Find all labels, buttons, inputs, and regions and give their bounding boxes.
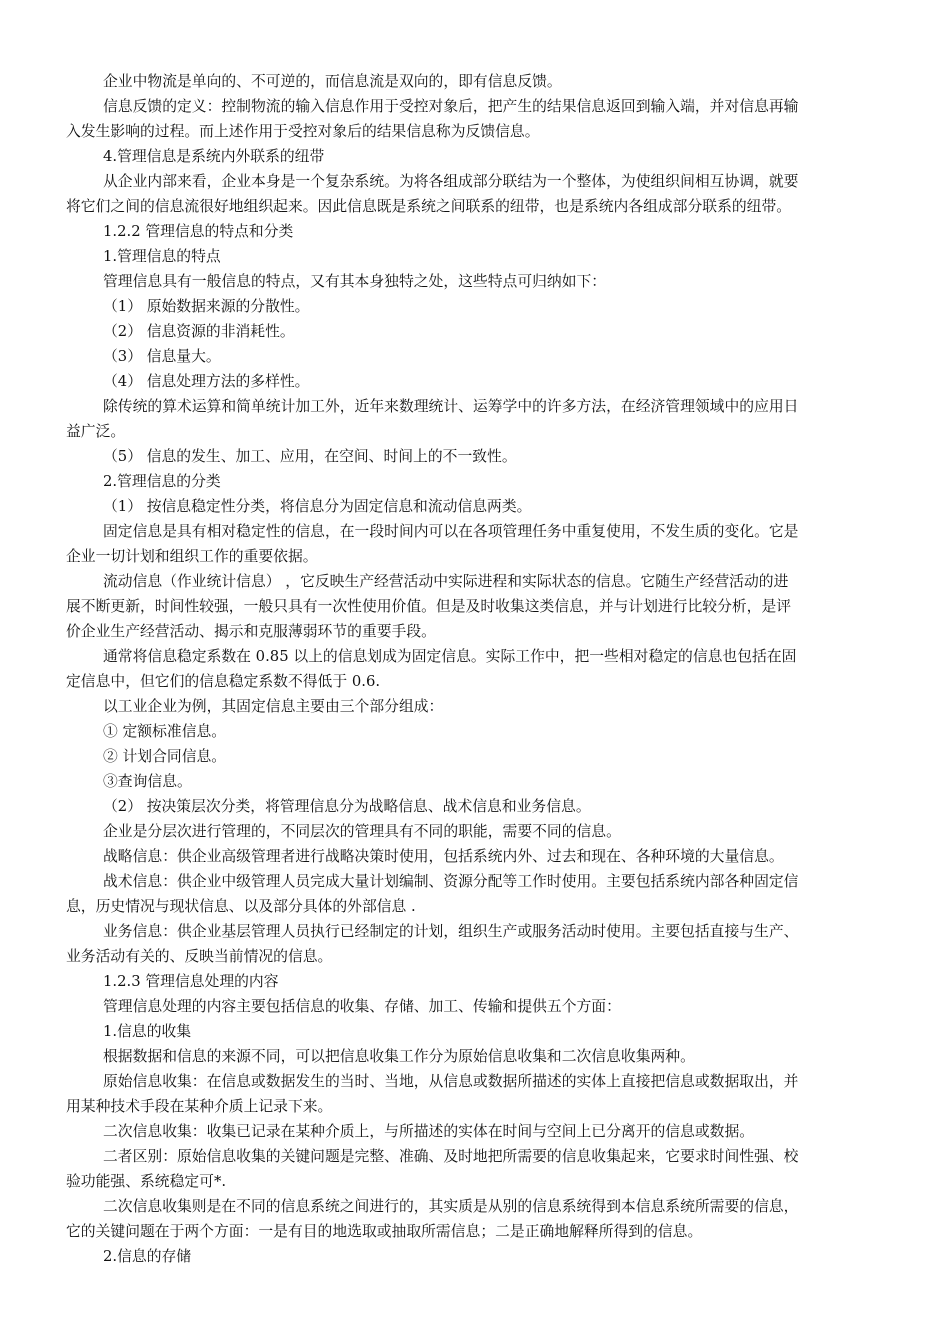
list-item: （1） 原始数据来源的分散性。 [103, 298, 310, 315]
paragraph-line: 定信息中，但它们的信息稳定系数不得低于 0.6. [66, 673, 381, 690]
paragraph-line: 除传统的算术运算和简单统计加工外，近年来数理统计、运筹学中的许多方法，在经济管理领域中的应用日 [103, 398, 799, 415]
paragraph-line: 固定信息是具有相对稳定性的信息，在一段时间内可以在各项管理任务中重复使用，不发生质的变化。它是 [103, 523, 799, 540]
list-item: ① 定额标准信息。 [103, 723, 227, 740]
paragraph-line: 管理信息处理的内容主要包括信息的收集、存储、加工、传输和提供五个方面： [103, 998, 621, 1015]
list-item: （4） 信息处理方法的多样性。 [103, 373, 310, 390]
section-heading: 2.管理信息的分类 [103, 473, 221, 490]
list-item: （2） 按决策层次分类，将管理信息分为战略信息、战术信息和业务信息。 [103, 798, 591, 815]
paragraph-line: 原始信息收集：在信息或数据发生的当时、当地，从信息或数据所描述的实体上直接把信息或数据取出，并 [103, 1073, 799, 1090]
paragraph-line: 管理信息具有一般信息的特点，又有其本身独特之处，这些特点可归纳如下： [103, 273, 607, 290]
paragraph-line: 将它们之间的信息流很好地组织起来。因此信息既是系统之间联系的纽带，也是系统内各组成部分联系的纽带。 [66, 198, 792, 215]
section-heading: 4.管理信息是系统内外联系的纽带 [103, 148, 325, 165]
list-item: （1） 按信息稳定性分类，将信息分为固定信息和流动信息两类。 [103, 498, 532, 515]
paragraph-line: 业务信息：供企业基层管理人员执行已经制定的计划，组织生产或服务活动时使用。主要包括直接与生产、 [103, 923, 799, 940]
paragraph-line: 二次信息收集则是在不同的信息系统之间进行的，其实质是从别的信息系统得到本信息系统所需要的信息， [103, 1198, 799, 1215]
paragraph-line: 用某种技术手段在某种介质上记录下来。 [66, 1098, 333, 1115]
paragraph-line: 流动信息（作业统计信息） ，它反映生产经营活动中实际进程和实际状态的信息。它随生产经营活动的进 [103, 573, 789, 590]
paragraph-line: 根据数据和信息的来源不同，可以把信息收集工作分为原始信息收集和二次信息收集两种。 [103, 1048, 695, 1065]
paragraph-line: 战略信息：供企业高级管理者进行战略决策时使用，包括系统内外、过去和现在、各种环境的大量信息。 [103, 848, 784, 865]
list-item: （3） 信息量大。 [103, 348, 221, 365]
list-item: ② 计划合同信息。 [103, 748, 227, 765]
paragraph-line: 益广泛。 [66, 423, 126, 440]
paragraph-line: 从企业内部来看，企业本身是一个复杂系统。为将各组成部分联结为一个整体，为使组织间相互协调，就要 [103, 173, 799, 190]
section-heading: 1.管理信息的特点 [103, 248, 221, 265]
paragraph-line: 二者区别：原始信息收集的关键问题是完整、准确、及时地把所需要的信息收集起来，它要求时间性强、校 [103, 1148, 799, 1165]
list-item: （2） 信息资源的非消耗性。 [103, 323, 295, 340]
paragraph-line: 展不断更新，时间性较强，一般只具有一次性使用价值。但是及时收集这类信息，并与计划进行比较分析，是评 [66, 598, 792, 615]
section-heading: 1.信息的收集 [103, 1023, 192, 1040]
paragraph-line: 它的关键问题在于两个方面：一是有目的地选取或抽取所需信息；二是正确地解释所得到的信息。 [66, 1223, 703, 1240]
section-heading: 2.信息的存储 [103, 1248, 192, 1265]
paragraph-line: 企业是分层次进行管理的，不同层次的管理具有不同的职能，需要不同的信息。 [103, 823, 621, 840]
paragraph-line: 企业中物流是单向的、不可逆的，而信息流是双向的，即有信息反馈。 [103, 73, 562, 90]
list-item: ③查询信息。 [103, 773, 192, 790]
paragraph-line: 业务活动有关的、反映当前情况的信息。 [66, 948, 333, 965]
paragraph-line: 入发生影响的过程。而上述作用于受控对象后的结果信息称为反馈信息。 [66, 123, 540, 140]
paragraph-line: 企业一切计划和组织工作的重要依据。 [66, 548, 318, 565]
list-item: （5） 信息的发生、加工、应用，在空间、时间上的不一致性。 [103, 448, 517, 465]
section-heading: 1.2.2 管理信息的特点和分类 [103, 223, 294, 240]
paragraph-line: 信息反馈的定义：控制物流的输入信息作用于受控对象后，把产生的结果信息返回到输入端，并对信息再输 [103, 98, 799, 115]
paragraph-line: 验功能强、系统稳定可*. [66, 1173, 227, 1190]
paragraph-line: 以工业企业为例，其固定信息主要由三个部分组成： [103, 698, 444, 715]
section-heading: 1.2.3 管理信息处理的内容 [103, 973, 279, 990]
paragraph-line: 战术信息：供企业中级管理人员完成大量计划编制、资源分配等工作时使用。主要包括系统内部各种固定信 [103, 873, 799, 890]
paragraph-line: 价企业生产经营活动、揭示和克服薄弱环节的重要手段。 [66, 623, 436, 640]
paragraph-line: 通常将信息稳定系数在 0.85 以上的信息划成为固定信息。实际工作中，把一些相对稳定的信息也包括在固 [103, 648, 797, 665]
paragraph-line: 息，历史情况与现状信息、以及部分具体的外部信息 . [66, 898, 416, 915]
paragraph-line: 二次信息收集：收集已记录在某种介质上，与所描述的实体在时间与空间上已分离开的信息或数据。 [103, 1123, 755, 1140]
